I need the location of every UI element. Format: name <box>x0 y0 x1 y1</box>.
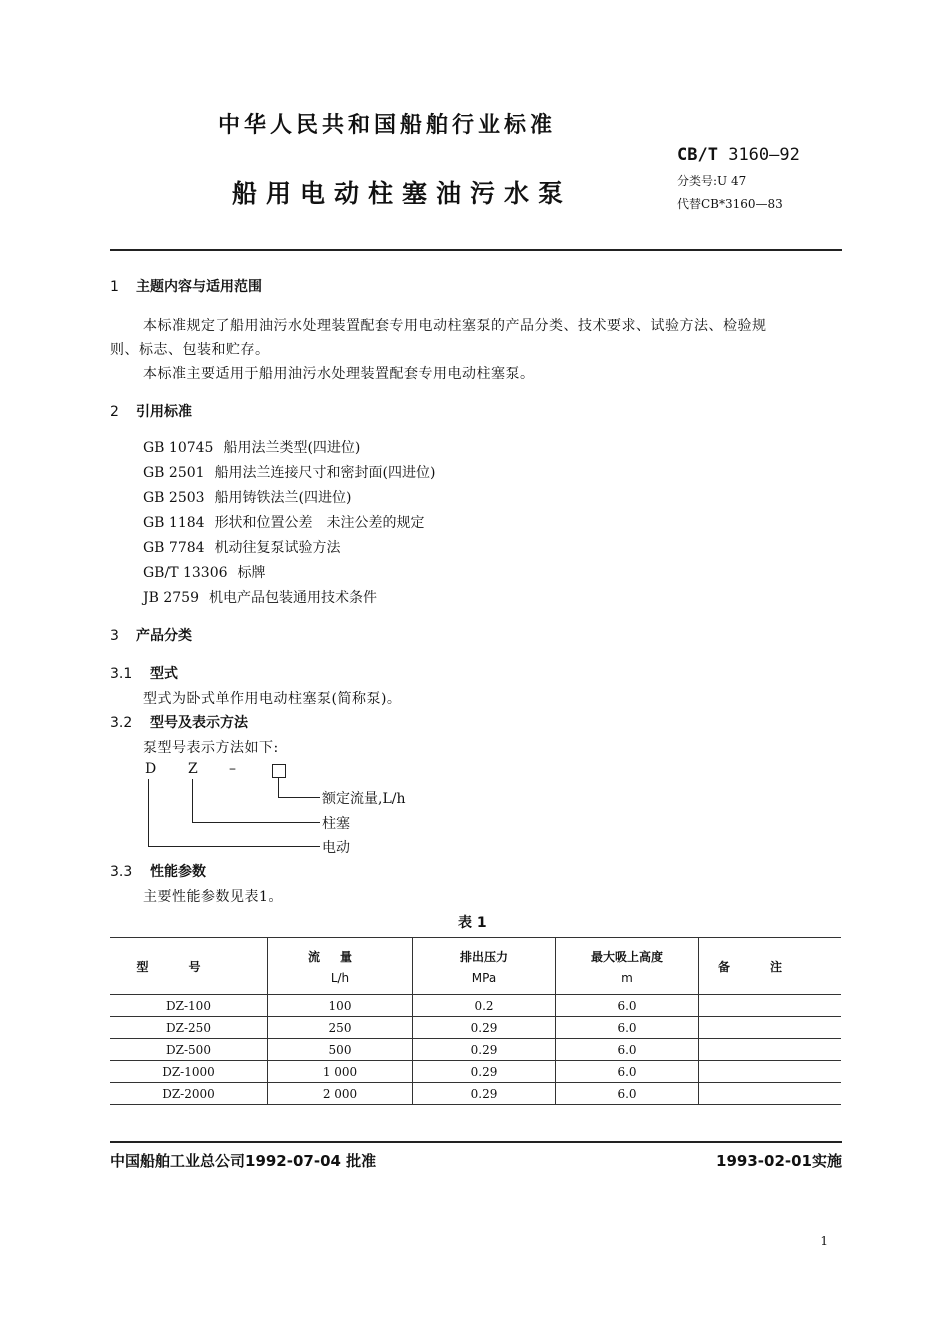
cell-suction: 6.0 <box>556 1039 699 1061</box>
diagram-line <box>192 779 193 822</box>
approval-line: 中国船舶工业总公司1992-07-04 批准 <box>110 1152 377 1170</box>
cell-flow: 100 <box>268 995 413 1017</box>
standard-code-number: 3160—92 <box>728 145 800 165</box>
cell-remark <box>699 1039 842 1061</box>
column-header-flow: 流量 L/h <box>268 938 413 995</box>
diagram-line <box>278 777 279 797</box>
cell-pressure: 0.2 <box>413 995 556 1017</box>
section-2-number: 2 <box>110 404 119 420</box>
section-1-paragraph-1-line-2: 则、标志、包装和贮存。 <box>110 342 270 358</box>
column-header-remark: 备注 <box>699 938 842 995</box>
diagram-label-flow: 额定流量,L/h <box>322 791 406 807</box>
reference-title: 船用铸铁法兰(四进位) <box>214 490 352 506</box>
section-1-title: 主题内容与适用范围 <box>136 279 262 295</box>
reference-code: GB 1184 <box>143 515 205 531</box>
cell-suction: 6.0 <box>556 1061 699 1083</box>
section-1-heading <box>110 276 262 296</box>
section-3-1-heading <box>110 663 178 683</box>
reference-item <box>143 587 377 607</box>
diagram-placeholder-box <box>272 764 286 778</box>
cell-pressure: 0.29 <box>413 1061 556 1083</box>
diagram-letter-d: D <box>145 761 157 777</box>
effective-date: 1993-02-01实施 <box>716 1152 842 1170</box>
cell-pressure: 0.29 <box>413 1017 556 1039</box>
reference-title: 船用法兰类型(四进位) <box>223 440 361 456</box>
diagram-letter-z: Z <box>188 761 198 777</box>
cell-model: DZ-500 <box>110 1039 268 1061</box>
section-1-number: 1 <box>110 279 119 295</box>
cell-remark <box>699 1017 842 1039</box>
table-row <box>110 1083 841 1105</box>
reference-item <box>143 562 266 582</box>
reference-item <box>143 537 341 557</box>
performance-table <box>110 937 841 1105</box>
section-3-3-heading <box>110 861 206 881</box>
cell-flow: 1 000 <box>268 1061 413 1083</box>
page-number: 1 <box>820 1234 828 1248</box>
reference-title: 机动往复泵试验方法 <box>214 540 341 556</box>
cell-flow: 2 000 <box>268 1083 413 1105</box>
reference-code: GB 2501 <box>143 465 205 481</box>
reference-code: GB 10745 <box>143 440 214 456</box>
section-3-heading <box>110 625 192 645</box>
section-1-paragraph-1-line-1: 本标准规定了船用油污水处理装置配套专用电动柱塞泵的产品分类、技术要求、试验方法、检验规 <box>143 318 767 334</box>
section-3-1-text: 型式为卧式单作用电动柱塞泵(简称泵)。 <box>143 691 402 707</box>
reference-title: 形状和位置公差 未注公差的规定 <box>214 515 425 531</box>
reference-item <box>143 512 425 532</box>
table-1-caption: 表 1 <box>458 915 487 931</box>
reference-title: 标牌 <box>237 565 266 581</box>
diagram-dash: – <box>229 761 236 777</box>
section-3-2-number: 3.2 <box>110 715 133 731</box>
diagram-label-plunger: 柱塞 <box>322 816 350 832</box>
section-2-title: 引用标准 <box>136 404 192 420</box>
section-3-1-number: 3.1 <box>110 666 133 682</box>
cell-remark <box>699 1061 842 1083</box>
standard-code <box>677 145 800 165</box>
cell-model: DZ-1000 <box>110 1061 268 1083</box>
cell-pressure: 0.29 <box>413 1039 556 1061</box>
section-3-3-title: 性能参数 <box>150 864 206 880</box>
reference-item <box>143 437 360 457</box>
column-header-pressure: 排出压力 MPa <box>413 938 556 995</box>
standard-code-prefix: CB/T <box>677 145 718 165</box>
cell-model: DZ-250 <box>110 1017 268 1039</box>
section-3-1-title: 型式 <box>150 666 178 682</box>
table-row <box>110 995 841 1017</box>
standard-title: 船用电动柱塞油污水泵 <box>232 179 573 208</box>
column-header-suction: 最大吸上高度 m <box>556 938 699 995</box>
cell-model: DZ-100 <box>110 995 268 1017</box>
diagram-label-electric: 电动 <box>322 840 350 856</box>
section-3-number: 3 <box>110 628 119 644</box>
classification-number: 分类号:U 47 <box>677 174 747 188</box>
diagram-line <box>148 846 320 847</box>
section-1-paragraph-2: 本标准主要适用于船用油污水处理装置配套专用电动柱塞泵。 <box>143 366 535 382</box>
cell-suction: 6.0 <box>556 1017 699 1039</box>
diagram-line <box>148 779 149 846</box>
section-3-2-title: 型号及表示方法 <box>150 715 248 731</box>
cell-flow: 500 <box>268 1039 413 1061</box>
section-3-2-heading <box>110 712 248 732</box>
reference-code: GB/T 13306 <box>143 565 228 581</box>
section-3-2-text: 泵型号表示方法如下: <box>143 740 279 756</box>
replaces-standard: 代替CB*3160—83 <box>677 197 783 211</box>
section-3-3-text: 主要性能参数见表1。 <box>143 889 283 905</box>
reference-title: 船用法兰连接尺寸和密封面(四进位) <box>214 465 436 481</box>
column-header-model: 型号 <box>110 938 268 995</box>
reference-code: JB 2759 <box>143 590 199 606</box>
reference-item <box>143 462 436 482</box>
diagram-line <box>192 822 320 823</box>
org-title: 中华人民共和国船舶行业标准 <box>218 113 557 138</box>
section-3-3-number: 3.3 <box>110 864 133 880</box>
cell-pressure: 0.29 <box>413 1083 556 1105</box>
section-3-title: 产品分类 <box>136 628 192 644</box>
cell-model: DZ-2000 <box>110 1083 268 1105</box>
footer-divider <box>110 1141 842 1143</box>
reference-code: GB 2503 <box>143 490 205 506</box>
section-2-heading <box>110 401 192 421</box>
reference-item <box>143 487 352 507</box>
table-row <box>110 1061 841 1083</box>
table-row <box>110 1017 841 1039</box>
cell-suction: 6.0 <box>556 1083 699 1105</box>
header-divider <box>110 249 842 251</box>
diagram-line <box>278 797 320 798</box>
cell-remark <box>699 995 842 1017</box>
reference-title: 机电产品包装通用技术条件 <box>208 590 377 606</box>
reference-code: GB 7784 <box>143 540 205 556</box>
table-row <box>110 1039 841 1061</box>
cell-suction: 6.0 <box>556 995 699 1017</box>
cell-remark <box>699 1083 842 1105</box>
cell-flow: 250 <box>268 1017 413 1039</box>
